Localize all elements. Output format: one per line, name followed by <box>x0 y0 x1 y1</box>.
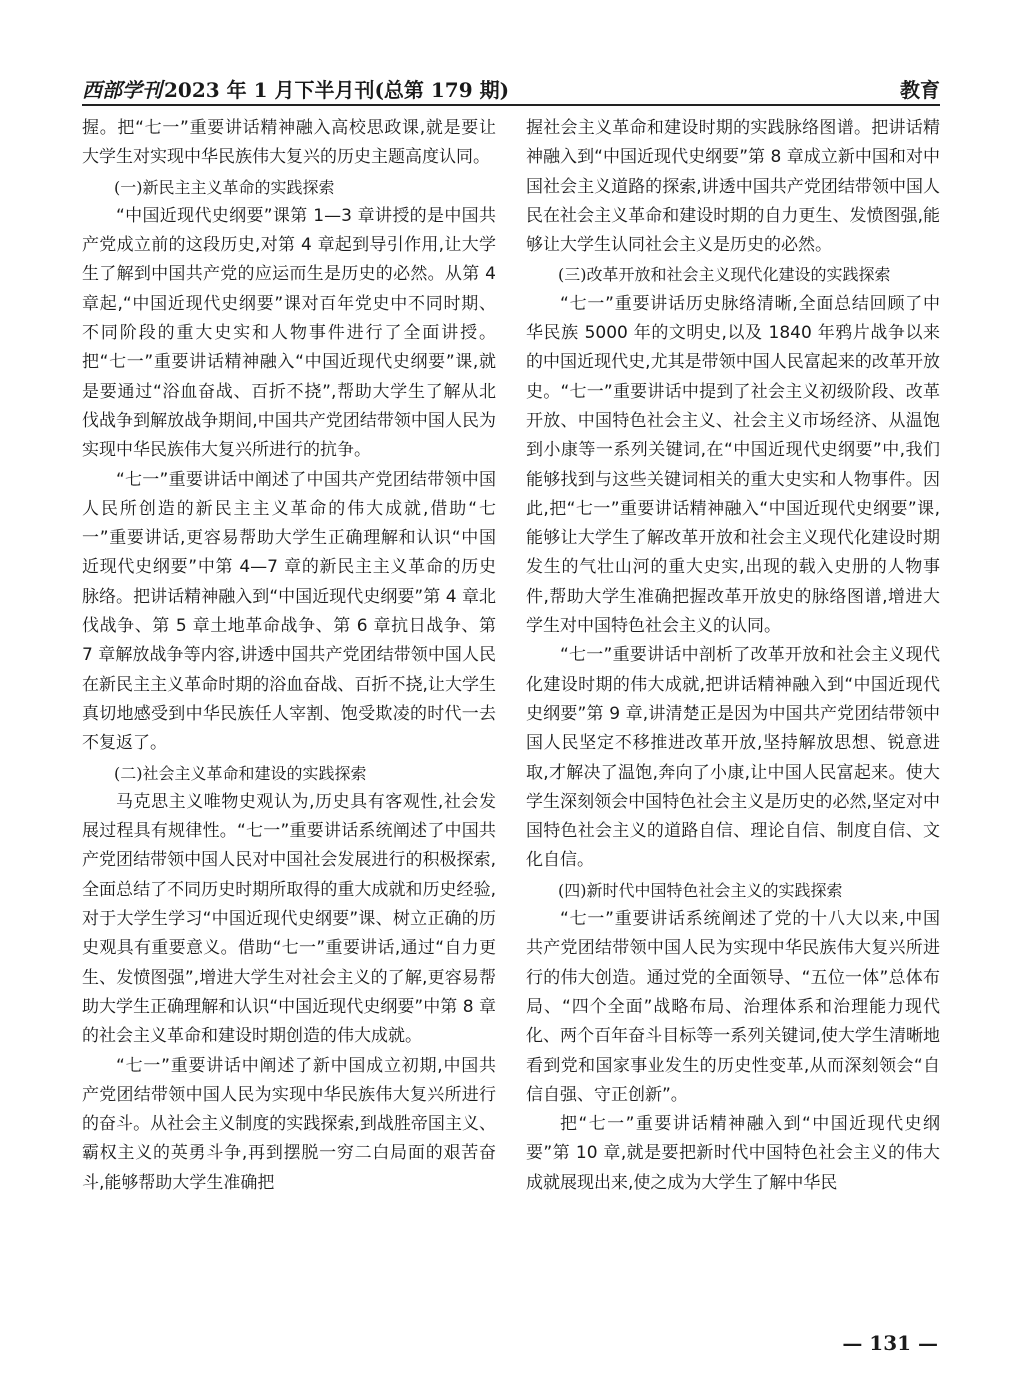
paragraph-continuation: 握。把“七一”重要讲话精神融入高校思政课,就是要让大学生对实现中华民族伟大复兴的历史主题高度认同。 <box>82 118 496 168</box>
paragraph-continuation: 握社会主义革命和建设时期的实践脉络图谱。把讲话精神融入到“中国近现代史纲要”第 8 章成立新中国和对中国社会主义道路的探索,讲透中国共产党团结带领中国人民在社会主义革命和建设时期的自力更生、发愤图强,能够让大学生认同社会主义是历史的必然。 <box>526 118 940 256</box>
paragraph: “七一”重要讲话系统阐述了党的十八大以来,中国共产党团结带领中国人民为实现中华民族伟大复兴所进行的伟大创造。通过党的全面领导、“五位一体”总体布局、“四个全面”战略布局、治理体系和治理能力现代化、两个百年奋斗目标等一系列关键词,使大学生清晰地看到党和国家事业发生的历史性变革,从而深刻领会“自信自强、守正创新”。 <box>526 909 940 1105</box>
left-column <box>82 114 496 1198</box>
paragraph: “中国近现代史纲要”课第 1—3 章讲授的是中国共产党成立前的这段历史,对第 4 章起到导引作用,让大学生了解到中国共产党的应运而生是历史的必然。从第 4 章起,“中国近现代史纲要”课对百年党史中不同时期、不同阶段的重大史实和人物事件进行了全面讲授。把“七一”重要讲话精神融入“中国近现代史纲要”课,就是要通过“浴血奋战、百折不挠”,帮助大学生了解从北伐战争到解放战争期间,中国共产党团结带领中国人民为实现中华民族伟大复兴所进行的抗争。 <box>82 205 496 461</box>
subsection-heading: (二)社会主义革命和建设的实践探索 <box>114 763 367 783</box>
paragraph: “七一”重要讲话历史脉络清晰,全面总结回顾了中华民族 5000 年的文明史,以及 1840 年鸦片战争以来的中国近现代史,尤其是带领中国人民富起来的改革开放史。“七一”重要讲话中提到了社会主义初级阶段、改革开放、中国特色社会主义、社会主义市场经济、从温饱到小康等一系列关键词,在“中国近现代史纲要”中,我们能够找到与这些关键词相关的重大史实和人物事件。因此,把“七一”重要讲话精神融入“中国近现代史纲要”课,能够让大学生了解改革开放和社会主义现代化建设时期发生的气壮山河的重大史实,出现的载入史册的人物事件,帮助大学生准确把握改革开放史的脉络图谱,增进大学生对中国特色社会主义的认同。 <box>526 293 940 637</box>
paragraph: “七一”重要讲话中剖析了改革开放和社会主义现代化建设时期的伟大成就,把讲话精神融入到“中国近现代史纲要”第 9 章,讲清楚正是因为中国共产党团结带领中国人民坚定不移推进改革开放,坚持解放思想、锐意进取,才解决了温饱,奔向了小康,让中国人民富起来。使大学生深刻领会中国特色社会主义是历史的必然,坚定对中国特色社会主义的道路自信、理论自信、制度自信、文化自信。 <box>526 645 940 871</box>
paragraph: “七一”重要讲话中阐述了中国共产党团结带领中国人民所创造的新民主主义革命的伟大成就,借助“七一”重要讲话,更容易帮助大学生正确理解和认识“中国近现代史纲要”中第 4—7 章的新民主主义革命的历史脉络。把讲话精神融入到“中国近现代史纲要”第 4 章北伐战争、第 5 章土地革命战争、第 6 章抗日战争、第 7 章解放战争等内容,讲透中国共产党团结带领中国人民在新民主主义革命时期的浴血奋战、百折不挠,让大学生真切地感受到中华民族任人宰割、饱受欺凌的时代一去不复返了。 <box>82 469 496 754</box>
subsection-heading: (四)新时代中国特色社会主义的实践探索 <box>558 880 843 900</box>
page-header <box>82 70 940 102</box>
section-label: 教育 <box>900 78 940 102</box>
subsection-heading: (一)新民主主义革命的实践探索 <box>114 177 335 197</box>
paragraph: 把“七一”重要讲话精神融入到“中国近现代史纲要”第 10 章,就是要把新时代中国特色社会主义的伟大成就展现出来,使之成为大学生了解中华民 <box>526 1114 940 1193</box>
paragraph: “七一”重要讲话中阐述了新中国成立初期,中国共产党团结带领中国人民为实现中华民族伟大复兴所进行的奋斗。从社会主义制度的实践探索,到战胜帝国主义、霸权主义的英勇斗争,再到摆脱一穷二白局面的艰苦奋斗,能够帮助大学生准确把 <box>82 1055 496 1193</box>
subsection-heading: (三)改革开放和社会主义现代化建设的实践探索 <box>558 265 891 285</box>
page-number: — 131 — <box>842 1331 938 1355</box>
journal-title <box>82 74 509 103</box>
issue-info: 2023 年 1 月下半月刊(总第 179 期) <box>164 78 510 102</box>
header-rule <box>82 104 940 106</box>
paragraph: 马克思主义唯物史观认为,历史具有客观性,社会发展过程具有规律性。“七一”重要讲话系统阐述了中国共产党团结带领中国人民对中国社会发展进行的积极探索,全面总结了不同历史时期所取得的重大成就和历史经验,对于大学生学习“中国近现代史纲要”课、树立正确的历史观具有重要意义。借助“七一”重要讲话,通过“自力更生、发愤图强”,增进大学生对社会主义的了解,更容易帮助大学生正确理解和认识“中国近现代史纲要”中第 8 章的社会主义革命和建设时期创造的伟大成就。 <box>82 791 496 1047</box>
right-column <box>526 114 940 1198</box>
journal-logo: 西部学刊 <box>82 78 162 102</box>
